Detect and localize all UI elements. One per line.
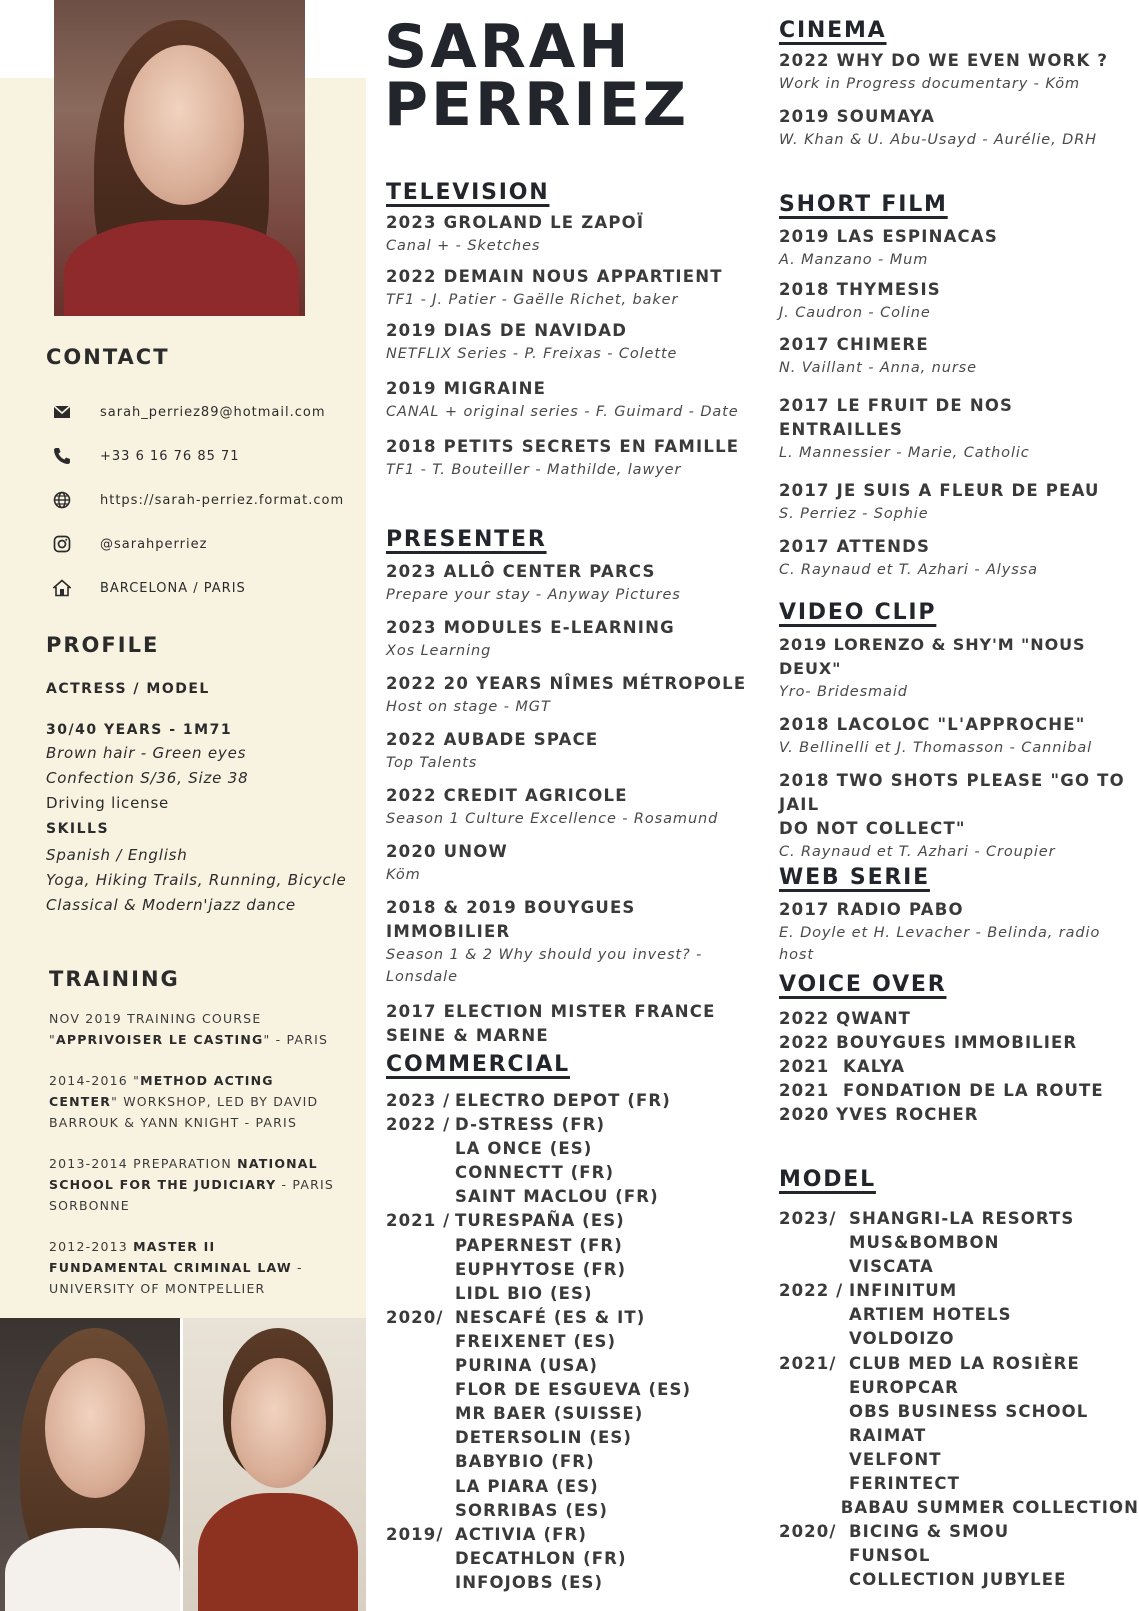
commercial-item: LA ONCE (ES)	[455, 1139, 593, 1159]
globe-icon	[52, 490, 72, 510]
commercial-item: ACTIVIA (FR)	[455, 1524, 587, 1544]
contact-list	[50, 390, 360, 610]
commercial-year: 2022 /	[386, 1115, 458, 1135]
model-item: VISCATA	[849, 1257, 934, 1277]
skill-item: Classical & Modern'jazz dance	[46, 896, 296, 914]
commercial-row	[386, 1258, 756, 1282]
commercial-year-spacer	[386, 1378, 455, 1402]
commercial-item: DECATHLON (FR)	[455, 1548, 627, 1568]
commercial-item: SORRIBAS (ES)	[455, 1500, 608, 1520]
contact-location	[50, 566, 360, 610]
credit-entry: 2020 UNOW Köm	[386, 842, 508, 883]
video-clip-heading: VIDEO CLIP	[779, 600, 937, 625]
model-year: 2023/	[779, 1209, 844, 1228]
credit-entry: 2019 SOUMAYA W. Khan & U. Abu-Usayd - Aurélie, DRH	[779, 107, 1097, 148]
profile-role: ACTRESS / MODEL	[46, 681, 210, 697]
credit-entry: 2018 PETITS SECRETS EN FAMILLE TF1 - T. Bouteiller - Mathilde, lawyer	[386, 437, 740, 478]
model-row	[779, 1472, 1139, 1496]
model-item: VELFONT	[849, 1449, 942, 1469]
commercial-row	[386, 1450, 756, 1474]
portrait-photo-2	[0, 1318, 180, 1611]
profile-heading: PROFILE	[46, 633, 160, 657]
model-year-spacer	[779, 1231, 849, 1255]
credit-entry: 2022 WHY DO WE EVEN WORK ? Work in Progress documentary - Köm	[779, 51, 1109, 92]
model-item: VOLDOIZO	[849, 1329, 955, 1349]
commercial-row	[386, 1475, 756, 1499]
commercial-year-spacer	[386, 1354, 455, 1378]
television-section	[386, 180, 751, 481]
model-list	[779, 1207, 1139, 1593]
credit-entry: 2017 ELECTION MISTER FRANCE SEINE & MARNE	[386, 1002, 716, 1045]
profile-section	[46, 633, 366, 918]
model-year: 2020/	[779, 1522, 851, 1542]
commercial-year-spacer	[386, 1402, 455, 1426]
commercial-year: 2021 /	[386, 1211, 458, 1231]
commercial-year-spacer	[386, 1475, 455, 1499]
commercial-item: PURINA (USA)	[455, 1356, 598, 1376]
web-serie-heading: WEB SERIE	[779, 865, 930, 890]
model-year-spacer	[779, 1496, 841, 1520]
model-row	[779, 1400, 1139, 1424]
credit-entry: 2022 AUBADE SPACE Top Talents	[386, 730, 599, 771]
model-item: ARTIEM HOTELS	[849, 1305, 1012, 1325]
model-year-spacer	[779, 1303, 849, 1327]
model-year-spacer	[779, 1472, 849, 1496]
contact-instagram[interactable]	[50, 522, 360, 566]
commercial-year-spacer	[386, 1426, 455, 1450]
commercial-item: D-STRESS (FR)	[455, 1115, 606, 1135]
model-item: BABAU SUMMER COLLECTION	[840, 1498, 1139, 1518]
model-item: EUROPCAR	[849, 1377, 959, 1397]
commercial-row	[386, 1378, 756, 1402]
model-year-spacer	[779, 1424, 849, 1448]
video-clip-section	[779, 600, 1139, 863]
commercial-item: INFOJOBS (ES)	[455, 1572, 604, 1592]
presenter-section	[386, 527, 751, 1048]
commercial-item: PAPERNEST (FR)	[455, 1235, 623, 1255]
phone-text: +33 6 16 76 85 71	[100, 448, 240, 464]
commercial-year-spacer	[386, 1282, 455, 1306]
credit-entry: 2017 JE SUIS A FLEUR DE PEAU S. Perriez - Sophie	[779, 481, 1100, 522]
training-heading: TRAINING	[49, 967, 180, 991]
profile-trait: Brown hair - Green eyes	[46, 744, 247, 762]
model-heading: MODEL	[779, 1167, 876, 1192]
model-row	[779, 1231, 1139, 1255]
commercial-row	[386, 1402, 756, 1426]
commercial-year-spacer	[386, 1161, 455, 1185]
voice-over-item: 2022 QWANT	[779, 1009, 911, 1028]
commercial-item: DETERSOLIN (ES)	[455, 1428, 633, 1448]
envelope-icon	[52, 402, 72, 422]
commercial-item: EUPHYTOSE (FR)	[455, 1259, 627, 1279]
short-film-section	[779, 192, 1134, 581]
model-item: CLUB MED LA ROSIÈRE	[849, 1353, 1080, 1373]
model-item: FERINTECT	[849, 1474, 960, 1494]
commercial-list	[386, 1089, 756, 1595]
credit-entry: 2017 CHIMERE N. Vaillant - Anna, nurse	[779, 335, 977, 376]
name-last: PERRIEZ	[384, 70, 690, 140]
commercial-item: FREIXENET (ES)	[455, 1331, 617, 1351]
email-text: sarah_perriez89@hotmail.com	[100, 404, 326, 420]
commercial-item: ELECTRO DEPOT (FR)	[455, 1091, 671, 1110]
credit-entry: 2018 LACOLOC "L'APPROCHE" V. Bellinelli et J. Thomasson - Cannibal	[779, 715, 1093, 756]
commercial-row	[386, 1209, 756, 1233]
training-item: NOV 2019 TRAINING COURSE "APPRIVOISER LE CASTING" - PARIS	[49, 1011, 329, 1047]
training-item: 2013-2014 PREPARATION NATIONAL SCHOOL FOR THE JUDICIARY - PARIS SORBONNE	[49, 1156, 335, 1213]
phone-icon	[52, 446, 72, 466]
model-row	[779, 1520, 1139, 1544]
credit-entry: 2017 ATTENDS C. Raynaud et T. Azhari - Alyssa	[779, 537, 1038, 578]
credit-entry: 2019 DIAS DE NAVIDAD NETFLIX Series - P. Freixas - Colette	[386, 321, 678, 362]
model-section	[779, 1167, 1139, 1593]
model-item: SHANGRI-LA RESORTS	[849, 1209, 1075, 1228]
profile-trait: Confection S/36, Size 38	[46, 769, 249, 787]
voice-over-item: 2022 BOUYGUES IMMOBILIER	[779, 1033, 1078, 1053]
commercial-row	[386, 1547, 756, 1571]
cinema-heading: CINEMA	[779, 18, 887, 43]
skill-item: Spanish / English	[46, 846, 188, 864]
commercial-row	[386, 1523, 756, 1547]
location-text: BARCELONA / PARIS	[100, 580, 246, 596]
commercial-row	[386, 1426, 756, 1450]
commercial-year: 2020/	[386, 1307, 458, 1327]
credit-entry: 2019 MIGRAINE CANAL + original series - F. Guimard - Date	[386, 379, 739, 420]
commercial-row	[386, 1571, 756, 1595]
commercial-item: CONNECTT (FR)	[455, 1163, 615, 1183]
commercial-year-spacer	[386, 1499, 455, 1523]
contact-section	[46, 345, 170, 369]
commercial-year-spacer	[386, 1330, 455, 1354]
home-icon	[52, 578, 72, 598]
model-row	[779, 1448, 1139, 1472]
portrait-photo-3	[183, 1318, 366, 1611]
commercial-item: NESCAFÉ (ES & IT)	[455, 1307, 646, 1327]
model-year-spacer	[779, 1376, 849, 1400]
credit-entry: 2017 RADIO PABO E. Doyle et H. Levacher - Belinda, radio host	[779, 900, 1101, 963]
model-row	[779, 1255, 1139, 1279]
contact-phone[interactable]	[50, 434, 360, 478]
credit-entry: 2017 LE FRUIT DE NOS ENTRAILLES L. Mannessier - Marie, Catholic	[779, 396, 1030, 461]
commercial-row	[386, 1137, 756, 1161]
training-section	[49, 967, 339, 1319]
model-item: RAIMAT	[849, 1425, 927, 1445]
profile-license: Driving license	[46, 794, 170, 812]
commercial-item: TURESPAÑA (ES)	[455, 1211, 625, 1231]
credit-entry: 2023 ALLÔ CENTER PARCS Prepare your stay - Anyway Pictures	[386, 562, 681, 603]
model-year-spacer	[779, 1400, 849, 1424]
model-item: OBS BUSINESS SCHOOL	[849, 1401, 1089, 1421]
instagram-icon	[52, 534, 72, 554]
name-first: SARAH	[384, 12, 632, 82]
credit-entry: 2019 LORENZO & SHY'M "NOUS DEUX" Yro- Bridesmaid	[779, 635, 1086, 700]
commercial-item: MR BAER (SUISSE)	[455, 1404, 644, 1424]
commercial-row	[386, 1282, 756, 1306]
commercial-year-spacer	[386, 1571, 455, 1595]
web-serie-section	[779, 865, 1134, 966]
credit-entry: 2018 & 2019 BOUYGUES IMMOBILIER Season 1 & 2 Why should you invest? - Lonsdale	[386, 898, 703, 985]
candidate-name	[384, 12, 690, 140]
model-row	[779, 1544, 1139, 1568]
cinema-section	[779, 18, 1134, 151]
commercial-row	[386, 1185, 756, 1209]
instagram-text: @sarahperriez	[100, 536, 208, 552]
commercial-year-spacer	[386, 1258, 455, 1282]
model-row	[779, 1568, 1139, 1592]
commercial-year-spacer	[386, 1185, 455, 1209]
skill-item: Yoga, Hiking Trails, Running, Bicycle	[46, 871, 347, 889]
model-row	[779, 1279, 1139, 1303]
commercial-row	[386, 1089, 756, 1113]
voice-over-item: 2021 FONDATION DE LA ROUTE	[779, 1081, 1104, 1101]
commercial-year-spacer	[386, 1450, 455, 1474]
credit-entry: 2018 TWO SHOTS PLEASE "GO TO JAIL DO NOT COLLECT" C. Raynaud et T. Azhari - Croupier	[779, 771, 1125, 860]
commercial-row	[386, 1113, 756, 1137]
model-row	[779, 1376, 1139, 1400]
commercial-year: 2019/	[386, 1524, 458, 1544]
commercial-row	[386, 1354, 756, 1378]
commercial-row	[386, 1499, 756, 1523]
credit-entry: 2018 THYMESIS J. Caudron - Coline	[779, 280, 941, 321]
model-year-spacer	[779, 1448, 849, 1472]
profile-age: 30/40 YEARS - 1M71	[46, 722, 233, 738]
commercial-year-spacer	[386, 1547, 455, 1571]
contact-heading: CONTACT	[46, 345, 170, 369]
credit-entry: 2022 CREDIT AGRICOLE Season 1 Culture Excellence - Rosamund	[386, 786, 719, 827]
model-item: COLLECTION JUBYLEE	[849, 1570, 1067, 1590]
contact-email[interactable]	[50, 390, 360, 434]
model-row	[779, 1496, 1139, 1520]
commercial-year: 2023 /	[386, 1091, 458, 1110]
voice-over-heading: VOICE OVER	[779, 972, 947, 997]
model-year: 2022 /	[779, 1281, 851, 1301]
voice-over-item: 2021 KALYA	[779, 1057, 906, 1077]
presenter-heading: PRESENTER	[386, 527, 547, 552]
model-item: BICING & SMOU	[849, 1522, 1010, 1542]
credit-entry: 2023 MODULES E-LEARNING Xos Learning	[386, 618, 675, 659]
skills-heading: SKILLS	[46, 821, 110, 837]
commercial-item: SAINT MACLOU (FR)	[455, 1187, 659, 1207]
training-item: 2014-2016 "METHOD ACTING CENTER" WORKSHOP, LED BY DAVID BARROUK & YANN KNIGHT - PARIS	[49, 1073, 319, 1130]
voice-over-item: 2020 YVES ROCHER	[779, 1105, 979, 1125]
voice-over-section	[779, 972, 1134, 1127]
commercial-heading: COMMERCIAL	[386, 1052, 570, 1077]
commercial-year-spacer	[386, 1137, 455, 1161]
website-text: https://sarah-perriez.format.com	[100, 492, 345, 508]
model-year: 2021/	[779, 1353, 851, 1373]
contact-website[interactable]	[50, 478, 360, 522]
commercial-row	[386, 1234, 756, 1258]
model-item: MUS&BOMBON	[849, 1233, 1000, 1253]
credit-entry: 2023 GROLAND LE ZAPOÏ Canal + - Sketches	[386, 213, 645, 254]
commercial-row	[386, 1161, 756, 1185]
credit-entry: 2022 DEMAIN NOUS APPARTIENT TF1 - J. Patier - Gaëlle Richet, baker	[386, 267, 723, 308]
model-row	[779, 1352, 1139, 1376]
commercial-row	[386, 1306, 756, 1330]
model-row	[779, 1303, 1139, 1327]
training-item: 2012-2013 MASTER II FUNDAMENTAL CRIMINAL LAW - UNIVERSITY OF MONTPELLIER	[49, 1239, 303, 1296]
model-year-spacer	[779, 1544, 849, 1568]
commercial-section	[386, 1052, 756, 1595]
credit-entry: 2019 LAS ESPINACAS A. Manzano - Mum	[779, 227, 998, 268]
model-item: FUNSOL	[849, 1546, 931, 1566]
commercial-item: FLOR DE ESGUEVA (ES)	[455, 1380, 692, 1400]
commercial-item: LA PIARA (ES)	[455, 1476, 599, 1496]
model-item: INFINITUM	[849, 1281, 958, 1301]
commercial-item: BABYBIO (FR)	[455, 1452, 595, 1472]
model-row	[779, 1207, 1139, 1231]
model-row	[779, 1327, 1139, 1351]
portrait-photo	[54, 0, 305, 316]
model-year-spacer	[779, 1327, 849, 1351]
model-year-spacer	[779, 1568, 849, 1592]
credit-entry: 2022 20 YEARS NÎMES MÉTROPOLE Host on stage - MGT	[386, 674, 747, 715]
commercial-row	[386, 1330, 756, 1354]
commercial-item: LIDL BIO (ES)	[455, 1283, 593, 1303]
television-heading: TELEVISION	[386, 180, 550, 205]
commercial-year-spacer	[386, 1234, 455, 1258]
model-year-spacer	[779, 1255, 849, 1279]
short-film-heading: SHORT FILM	[779, 192, 948, 217]
model-row	[779, 1424, 1139, 1448]
